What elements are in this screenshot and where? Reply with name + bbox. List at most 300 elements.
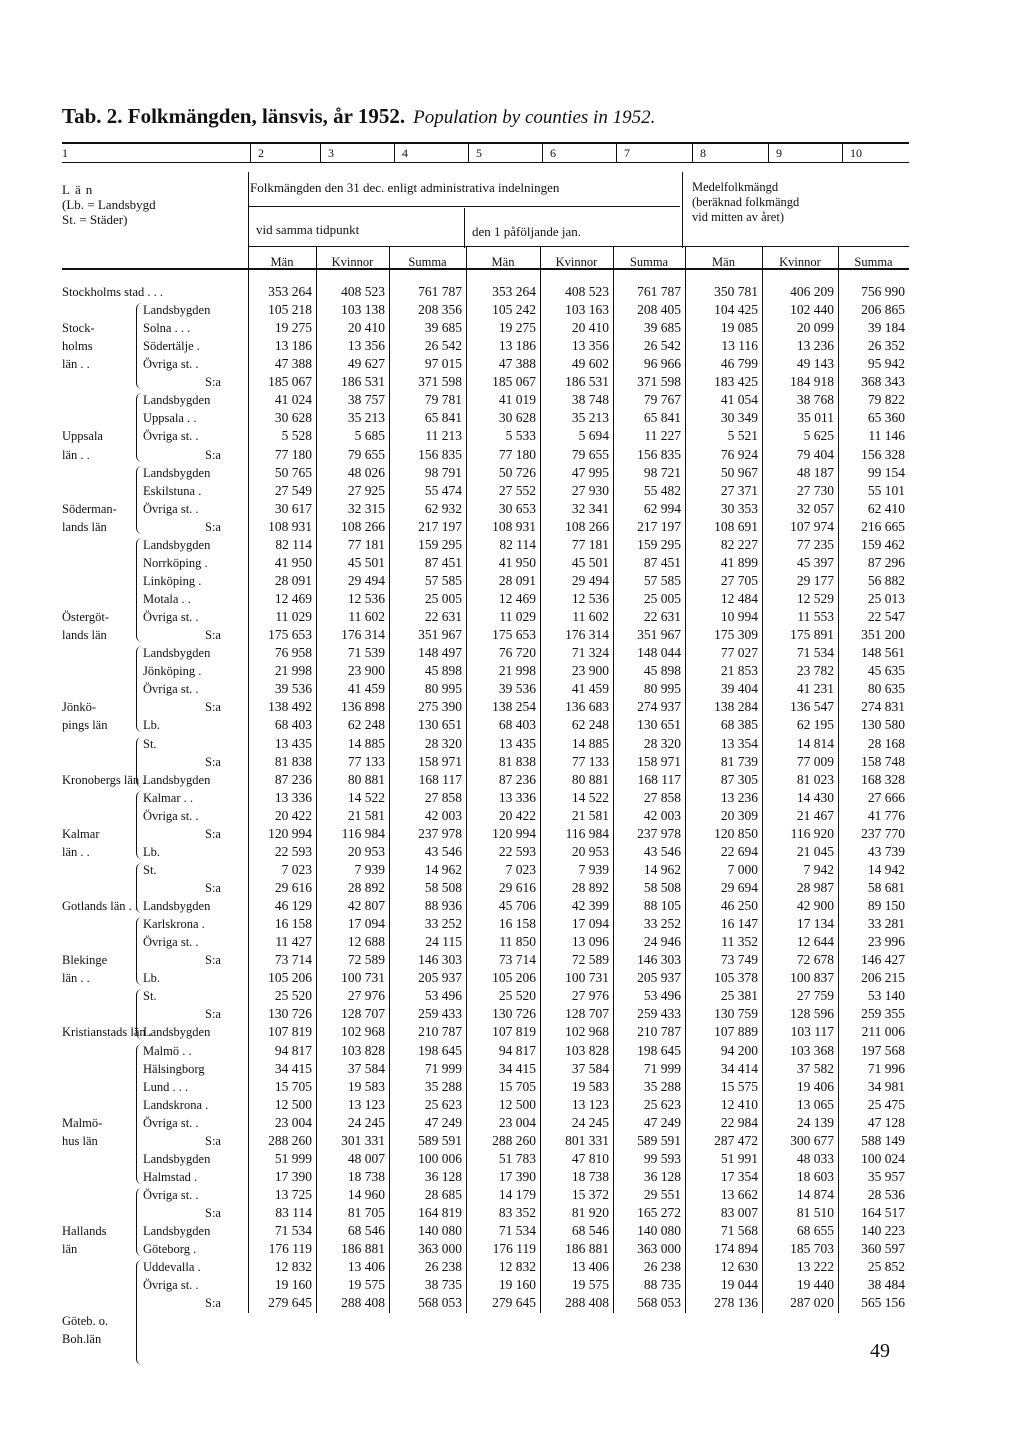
table-cell: 39 536 (274, 681, 312, 697)
table-cell: 14 942 (867, 861, 905, 877)
table-cell: 159 462 (861, 536, 905, 552)
table-cell: 146 303 (637, 952, 681, 968)
table-cell: 100 731 (341, 970, 385, 986)
table-cell: 288 408 (341, 1295, 385, 1311)
table-cell: 27 666 (867, 789, 905, 805)
table-cell: 20 410 (571, 320, 609, 336)
table-cell: 16 158 (274, 916, 312, 932)
table-cell: 28 320 (643, 735, 681, 751)
table-cell: 19 275 (274, 320, 312, 336)
table-cell: 29 177 (796, 572, 834, 588)
table-cell: 217 197 (637, 518, 681, 534)
table-cell: 83 114 (275, 1205, 312, 1221)
table-cell: 13 186 (498, 338, 536, 354)
table-cell: 237 978 (418, 825, 462, 841)
table-cell: 24 245 (571, 1114, 609, 1130)
table-cell: 14 522 (347, 789, 385, 805)
table-cell: 13 116 (721, 338, 758, 354)
row-label: Övriga st. . (143, 1188, 199, 1202)
table-cell: 13 123 (571, 1096, 609, 1112)
row-label: Landsbygden (143, 393, 211, 408)
table-cell: 176 314 (341, 627, 385, 643)
table-cell: 77 181 (347, 536, 385, 552)
medel-header-1: Medelfolkmängd (692, 180, 779, 194)
table-cell: 42 900 (796, 898, 834, 914)
table-cell: 274 831 (861, 699, 905, 715)
table-cell: 22 984 (720, 1114, 758, 1130)
table-cell: 51 999 (274, 1150, 312, 1166)
table-cell: 45 397 (796, 554, 834, 570)
county-label: holms (62, 339, 93, 354)
table-cell: 30 628 (274, 410, 312, 426)
row-label: S:a (205, 447, 221, 462)
county-label: Stock- (62, 321, 95, 336)
table-cell: 22 593 (498, 843, 536, 859)
table-cell: 28 320 (424, 735, 462, 751)
table-cell: 756 990 (861, 284, 905, 299)
table-cell: 175 309 (714, 627, 758, 643)
table-cell: 140 223 (861, 1223, 905, 1239)
table-cell: 21 853 (720, 663, 758, 679)
table-cell: 62 994 (643, 500, 681, 516)
table-cell: 88 936 (424, 898, 462, 914)
row-label: S:a (205, 628, 221, 643)
table-cell: 37 584 (571, 1060, 609, 1076)
table-cell: 5 528 (281, 428, 312, 444)
table-cell: 7 000 (727, 861, 758, 877)
table-cell: 107 889 (714, 1024, 758, 1040)
table-cell: 186 881 (341, 1241, 385, 1257)
table-cell: 130 580 (861, 717, 905, 733)
county-label: Jönkö- (62, 700, 97, 715)
table-cell: 30 353 (720, 500, 758, 516)
table-cell: 128 596 (790, 1006, 834, 1022)
column-number-tick (842, 143, 843, 162)
table-cell: 13 186 (274, 338, 312, 354)
sub-header-4: Män (491, 255, 515, 269)
table-cell: 46 799 (720, 356, 758, 372)
table-cell: 186 531 (341, 374, 385, 390)
table-cell: 77 235 (796, 536, 834, 552)
table-cell: 39 404 (720, 681, 758, 697)
group-brace (136, 917, 142, 985)
table-cell: 28 685 (424, 1187, 462, 1202)
table-cell: 37 584 (347, 1060, 385, 1076)
table-cell: 100 731 (565, 970, 609, 986)
table-cell: 259 433 (637, 1006, 681, 1022)
column-number-tick (768, 143, 769, 162)
table-cell: 35 288 (643, 1078, 681, 1094)
table-cell: 761 787 (637, 284, 681, 299)
table-cell: 77 180 (498, 446, 536, 462)
table-cell: 21 998 (274, 663, 312, 679)
group-brace (136, 303, 142, 389)
column-number-9: 9 (776, 146, 782, 160)
table-cell: 17 390 (274, 1168, 312, 1184)
table-cell: 120 994 (268, 825, 312, 841)
table-cell: 13 065 (796, 1096, 834, 1112)
table-cell: 107 974 (790, 518, 834, 534)
table-cell: 25 520 (498, 988, 536, 1004)
row-label: Övriga st. . (143, 357, 199, 372)
table-cell: 102 440 (790, 302, 834, 318)
table-cell: 41 776 (867, 807, 905, 823)
table-cell: 184 918 (790, 374, 834, 390)
table-cell: 28 091 (498, 572, 536, 588)
table-cell: 205 937 (637, 970, 681, 986)
table-cell: 140 080 (418, 1223, 462, 1239)
table-cell: 130 726 (492, 1006, 536, 1022)
table-cell: 15 705 (498, 1078, 536, 1094)
table-cell: 7 939 (354, 861, 385, 877)
table-cell: 77 181 (571, 536, 609, 552)
column-number-7: 7 (624, 146, 630, 160)
row-label: S:a (205, 700, 221, 715)
table-cell: 71 999 (643, 1060, 681, 1076)
table-cell: 25 623 (643, 1096, 681, 1112)
row-label: Landsbygden (143, 303, 211, 318)
table-cell: 50 967 (720, 464, 758, 480)
table-cell: 20 422 (274, 807, 312, 823)
medel-header (692, 180, 799, 225)
table-cell: 23 900 (571, 663, 609, 679)
table-cell: 210 787 (418, 1024, 462, 1040)
table-cell: 176 119 (492, 1241, 536, 1257)
table-cell: 30 653 (498, 500, 536, 516)
table-cell: 102 968 (341, 1024, 385, 1040)
table-cell: 10 994 (720, 609, 758, 625)
table-cell: 5 625 (803, 428, 834, 444)
table-cell: 58 508 (424, 879, 462, 895)
group-brace (136, 393, 142, 461)
table-cell: 13 435 (498, 735, 536, 751)
table-cell: 68 546 (571, 1223, 609, 1239)
table-cell: 23 900 (347, 663, 385, 679)
table-cell: 28 987 (796, 879, 834, 895)
county-label: Blekinge (62, 953, 108, 968)
table-cell: 71 568 (720, 1223, 758, 1239)
row-label: Malmö . . (143, 1043, 192, 1058)
row-label: Eskilstuna . (143, 483, 202, 498)
table-cell: 116 984 (341, 825, 385, 841)
table-cell: 14 885 (347, 735, 385, 751)
table-cell: 100 837 (790, 970, 834, 986)
table-cell: 158 748 (861, 753, 905, 769)
rule-colnum (62, 162, 909, 163)
table-cell: 28 892 (347, 879, 385, 895)
table-cell: 158 971 (637, 753, 681, 769)
table-cell: 174 894 (714, 1241, 758, 1257)
row-label: Landsbygden (143, 1151, 211, 1166)
table-cell: 107 819 (492, 1024, 536, 1040)
table-cell: 26 542 (424, 338, 462, 354)
table-cell: 11 029 (499, 609, 536, 625)
table-cell: 100 006 (418, 1150, 462, 1166)
table-cell: 20 099 (796, 320, 834, 336)
table-cell: 287 020 (790, 1295, 834, 1311)
table-cell: 45 898 (424, 663, 462, 679)
table-cell: 288 260 (492, 1132, 536, 1148)
table-cell: 33 252 (643, 916, 681, 932)
table-cell: 27 371 (720, 482, 758, 498)
table-cell: 71 324 (571, 645, 609, 661)
table-cell: 45 635 (867, 663, 905, 679)
table-cell: 568 053 (418, 1295, 462, 1311)
table-cell: 80 881 (571, 771, 609, 787)
table-cell: 185 067 (268, 374, 312, 390)
table-cell: 43 546 (424, 843, 462, 859)
table-cell: 71 534 (274, 1223, 312, 1239)
row-label: S:a (205, 826, 221, 841)
table-cell: 13 222 (796, 1259, 834, 1275)
table-cell: 360 597 (861, 1241, 905, 1257)
table-cell: 55 482 (643, 482, 681, 498)
table-cell: 568 053 (637, 1295, 681, 1311)
table-cell: 79 822 (867, 392, 905, 408)
table-cell: 29 494 (571, 572, 609, 588)
rule-sub (248, 246, 909, 247)
county-label: Hallands (62, 1224, 107, 1239)
table-cell: 103 117 (790, 1024, 834, 1040)
table-cell: 34 981 (867, 1078, 905, 1094)
table-cell: 50 726 (498, 464, 536, 480)
table-cell: 19 575 (571, 1277, 609, 1293)
table-cell: 26 238 (643, 1259, 681, 1275)
table-cell: 42 807 (347, 898, 385, 914)
table-cell: 353 264 (268, 284, 312, 299)
table-cell: 27 705 (720, 572, 758, 588)
rule-v-den (464, 208, 465, 248)
county-label: Kristianstads län . (62, 1025, 152, 1040)
column-number-8: 8 (700, 146, 706, 160)
table-cell: 62 248 (571, 717, 609, 733)
table-cell: 43 546 (643, 843, 681, 859)
lan-label: Län (62, 182, 98, 197)
table-cell: 128 707 (565, 1006, 609, 1022)
table-cell: 81 023 (796, 771, 834, 787)
table-cell: 105 218 (268, 302, 312, 318)
table-cell: 24 115 (425, 934, 462, 950)
table-cell: 15 705 (274, 1078, 312, 1094)
table-cell: 47 128 (867, 1114, 905, 1130)
table-cell: 87 451 (424, 554, 462, 570)
table-cell: 23 004 (498, 1114, 536, 1130)
table-cell: 371 598 (418, 374, 462, 390)
table-cell: 17 134 (796, 916, 834, 932)
table-cell: 17 390 (498, 1168, 536, 1184)
table-cell: 45 501 (347, 554, 385, 570)
table-cell: 5 521 (727, 428, 758, 444)
table-cell: 41 950 (498, 554, 536, 570)
table-cell: 104 425 (714, 302, 758, 318)
table-cell: 98 791 (424, 464, 462, 480)
county-label: län . . (62, 971, 90, 986)
title-english: Population by counties in 1952. (413, 107, 656, 128)
table-cell: 136 547 (790, 699, 834, 715)
table-cell: 76 720 (498, 645, 536, 661)
county-label: Östergöt- (62, 610, 109, 625)
table-cell: 761 787 (418, 284, 462, 299)
column-number-3: 3 (328, 146, 334, 160)
table-cell: 12 536 (571, 591, 609, 607)
table-cell: 41 231 (796, 681, 834, 697)
table-cell: 46 129 (274, 898, 312, 914)
table-cell: 156 328 (861, 446, 905, 462)
table-cell: 13 662 (720, 1187, 758, 1202)
table-cell: 120 850 (714, 825, 758, 841)
table-cell: 38 757 (347, 392, 385, 408)
table-cell: 80 995 (643, 681, 681, 697)
table-cell: 259 433 (418, 1006, 462, 1022)
table-cell: 100 024 (861, 1150, 905, 1166)
table-cell: 72 589 (347, 952, 385, 968)
table-cell: 12 630 (720, 1259, 758, 1275)
table-cell: 73 714 (274, 952, 312, 968)
table-cell: 95 942 (867, 356, 905, 372)
table-cell: 68 385 (720, 717, 758, 733)
table-cell: 11 553 (797, 609, 834, 625)
table-cell: 278 136 (714, 1295, 758, 1311)
column-number-4: 4 (402, 146, 408, 160)
medel-header-3: vid mitten av året) (692, 210, 784, 224)
group-brace (136, 1260, 142, 1364)
table-cell: 11 427 (275, 934, 312, 950)
table-cell: 71 534 (498, 1223, 536, 1239)
row-label: S:a (205, 1206, 221, 1221)
column-number-tick (542, 143, 543, 162)
table-cell: 27 976 (571, 988, 609, 1004)
table-cell: 198 645 (418, 1042, 462, 1058)
table-cell: 39 685 (643, 320, 681, 336)
table-cell: 363 000 (637, 1241, 681, 1257)
row-label: Övriga st. . (143, 501, 199, 516)
table-cell: 351 200 (861, 627, 905, 643)
table-cell: 68 403 (274, 717, 312, 733)
table-cell: 801 331 (565, 1132, 609, 1148)
table-cell: 25 005 (643, 591, 681, 607)
group-brace (136, 1044, 142, 1184)
column-number-tick (616, 143, 617, 162)
table-cell: 13 356 (347, 338, 385, 354)
county-label: hus län (62, 1133, 98, 1148)
row-label: Landsbygden (143, 899, 211, 914)
table-cell: 288 260 (268, 1132, 312, 1148)
row-label: St. (143, 989, 157, 1004)
table-cell: 351 967 (418, 627, 462, 643)
table-cell: 71 999 (424, 1060, 462, 1076)
medel-header-2: (beräknad folkmängd (692, 195, 800, 209)
table-cell: 76 958 (274, 645, 312, 661)
column-number-tick (692, 143, 693, 162)
sub-header-7: Män (712, 255, 735, 269)
table-cell: 12 529 (796, 591, 834, 607)
table-cell: 81 739 (720, 753, 758, 769)
group-brace (136, 989, 142, 1039)
table-cell: 12 688 (347, 934, 385, 950)
table-cell: 22 631 (424, 609, 462, 625)
table-cell: 19 583 (571, 1078, 609, 1094)
table-cell: 21 581 (571, 807, 609, 823)
table-cell: 12 832 (274, 1259, 312, 1275)
table-cell: 41 950 (274, 554, 312, 570)
table-cell: 165 272 (637, 1205, 681, 1221)
table-cell: 19 085 (720, 320, 758, 336)
table-cell: 11 602 (572, 609, 609, 625)
table-cell: 350 781 (714, 284, 758, 299)
table-cell: 87 451 (643, 554, 681, 570)
table-cell: 14 814 (796, 735, 834, 751)
table-cell: 210 787 (637, 1024, 681, 1040)
table-cell: 217 197 (418, 518, 462, 534)
table-cell: 16 147 (720, 916, 758, 932)
table-cell: 168 328 (861, 771, 905, 787)
row-label: Landsbygden (143, 646, 211, 661)
table-cell: 79 655 (571, 446, 609, 462)
row-label: Linköping . (143, 573, 202, 588)
table-cell: 130 726 (268, 1006, 312, 1022)
row-label: Lb. (143, 971, 161, 986)
table-cell: 12 500 (274, 1096, 312, 1112)
table-cell: 259 355 (861, 1006, 905, 1022)
table-cell: 19 406 (796, 1078, 834, 1094)
table-cell: 146 427 (861, 952, 905, 968)
table-cell: 11 602 (348, 609, 385, 625)
table-cell: 237 770 (861, 825, 905, 841)
table-cell: 17 094 (571, 916, 609, 932)
table-cell: 363 000 (418, 1241, 462, 1257)
table-cell: 20 953 (571, 843, 609, 859)
row-label: S:a (205, 1007, 221, 1022)
table-cell: 279 645 (268, 1295, 312, 1311)
table-cell: 46 250 (720, 898, 758, 914)
table-cell: 175 653 (492, 627, 536, 643)
table-cell: 57 585 (643, 572, 681, 588)
table-cell: 205 937 (418, 970, 462, 986)
table-cell: 11 213 (425, 428, 462, 444)
table-cell: 275 390 (418, 699, 462, 715)
table-cell: 48 026 (347, 464, 385, 480)
group-brace (136, 737, 142, 787)
table-cell: 13 435 (274, 735, 312, 751)
table-cell: 38 768 (796, 392, 834, 408)
table-cell: 77 009 (796, 753, 834, 769)
table-cell: 159 295 (637, 536, 681, 552)
table-cell: 35 288 (424, 1078, 462, 1094)
county-label: lands län (62, 519, 107, 534)
row-label: Norrköping . (143, 555, 208, 570)
table-cell: 17 354 (720, 1168, 758, 1184)
table-cell: 94 817 (498, 1042, 536, 1058)
table-cell: 26 238 (424, 1259, 462, 1275)
table-cell: 32 315 (347, 500, 385, 516)
table-cell: 27 549 (274, 482, 312, 498)
county-label: Boh.län (62, 1332, 102, 1347)
table-cell: 130 651 (637, 717, 681, 733)
table-cell: 20 309 (720, 807, 758, 823)
column-number-tick (394, 143, 395, 162)
table-cell: 12 536 (347, 591, 385, 607)
table-cell: 21 581 (347, 807, 385, 823)
column-number-tick (320, 143, 321, 162)
table-cell: 62 932 (424, 500, 462, 516)
table-cell: 87 236 (274, 771, 312, 787)
table-cell: 140 080 (637, 1223, 681, 1239)
table-cell: 105 206 (268, 970, 312, 986)
row-label: S:a (205, 880, 221, 895)
table-cell: 49 627 (347, 356, 385, 372)
table-cell: 208 405 (637, 302, 681, 318)
table-cell: 206 865 (861, 302, 905, 318)
